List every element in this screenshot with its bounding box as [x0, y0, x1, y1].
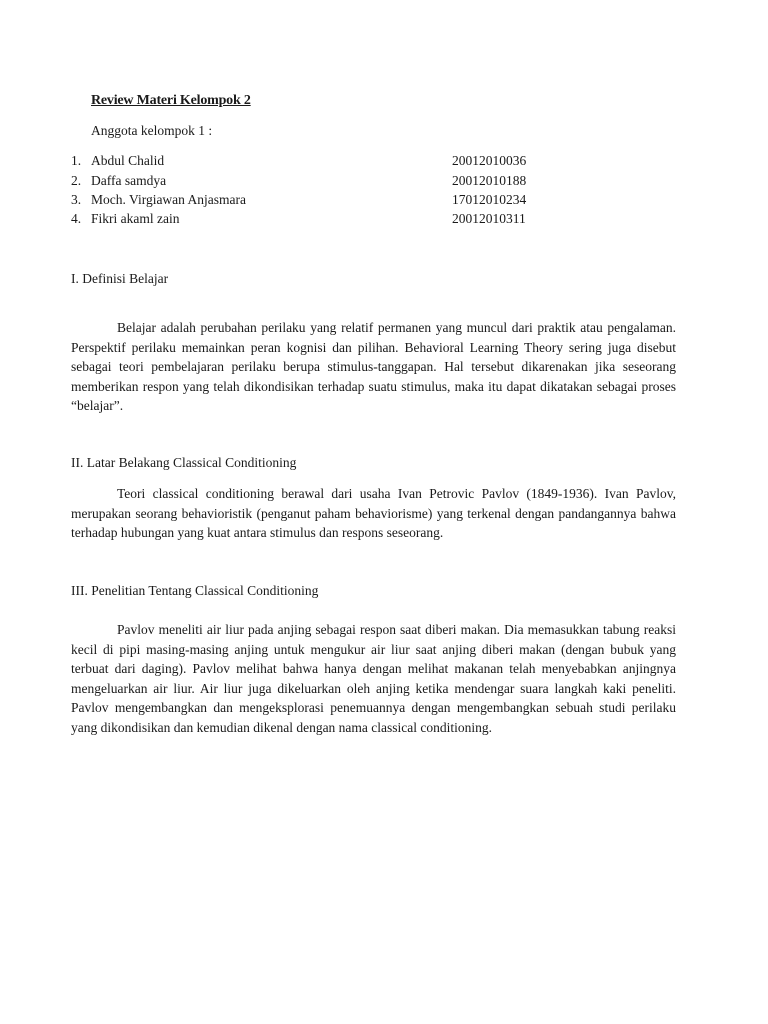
member-nim: 20012010036 [452, 153, 527, 168]
paragraph: Pavlov meneliti air liur pada anjing sebagai respon saat diberi makan. Dia memasukkan tabung reaksi kecil di pipi masing-masing anjing untuk mengukur air liur saat anjing diberi makan (dengan bubuk yang terbuat dari daging). Pavlov melihat bahwa hanya dengan melihat makanan telah menyebabkan anjingnya mengeluarkan air liur. Air liur juga dikeluarkan oleh anjing ketika mendengar suara langkah kaki peneliti. Pavlov mengembangkan dan mengeksplorasi penemuannya dengan mengembangkan sebuah studi perilaku yang dikondisikan dan kemudian dikenal dengan nama classical conditioning. [71, 622, 676, 735]
member-name: Moch. Virgiawan Anjasmara [91, 192, 247, 207]
member-nim: 20012010188 [452, 173, 527, 188]
section-heading-latar-belakang: II. Latar Belakang Classical Conditioning [71, 455, 297, 470]
document-title: Review Materi Kelompok 2 [91, 93, 251, 108]
member-name: Abdul Chalid [91, 153, 165, 168]
paragraph: Teori classical conditioning berawal dari usaha Ivan Petrovic Pavlov (1849-1936). Ivan Pavlov, merupakan seorang behavioristik (penganut paham behaviorisme) yang terkenal dengan pandangannya bahwa terhadap hubungan yang kuat antara stimulus dan respons seseorang. [71, 486, 676, 541]
member-nim: 17012010234 [452, 192, 527, 207]
member-number: 4. [71, 211, 82, 226]
section-body-penelitian [71, 620, 676, 738]
members-label: Anggota kelompok 1 : [91, 123, 213, 138]
member-row [0, 192, 768, 212]
paragraph: Belajar adalah perubahan perilaku yang relatif permanen yang muncul dari praktik atau pengalaman. Perspektif perilaku memainkan peran kognisi dan pilihan. Behavioral Learning Theory sering juga disebut sebagai teori pembelajaran perilaku berupa stimulus-tanggapan. Hal tersebut dikarenakan jika seseorang memberikan respon yang telah dikondisikan terhadap suatu stimulus, maka itu dapat dikatakan sebagai proses “belajar”. [71, 320, 676, 414]
member-number: 1. [71, 153, 82, 168]
member-row [0, 211, 768, 231]
section-body-latar-belakang [71, 484, 676, 543]
member-nim: 20012010311 [452, 211, 526, 226]
member-name: Daffa samdya [91, 173, 167, 188]
member-row [0, 173, 768, 193]
member-row [0, 153, 768, 173]
member-number: 3. [71, 192, 82, 207]
member-name: Fikri akaml zain [91, 211, 180, 226]
section-body-definisi [71, 318, 676, 416]
section-heading-definisi: I. Definisi Belajar [71, 271, 169, 286]
member-number: 2. [71, 173, 82, 188]
section-heading-penelitian: III. Penelitian Tentang Classical Conditioning [71, 583, 319, 598]
